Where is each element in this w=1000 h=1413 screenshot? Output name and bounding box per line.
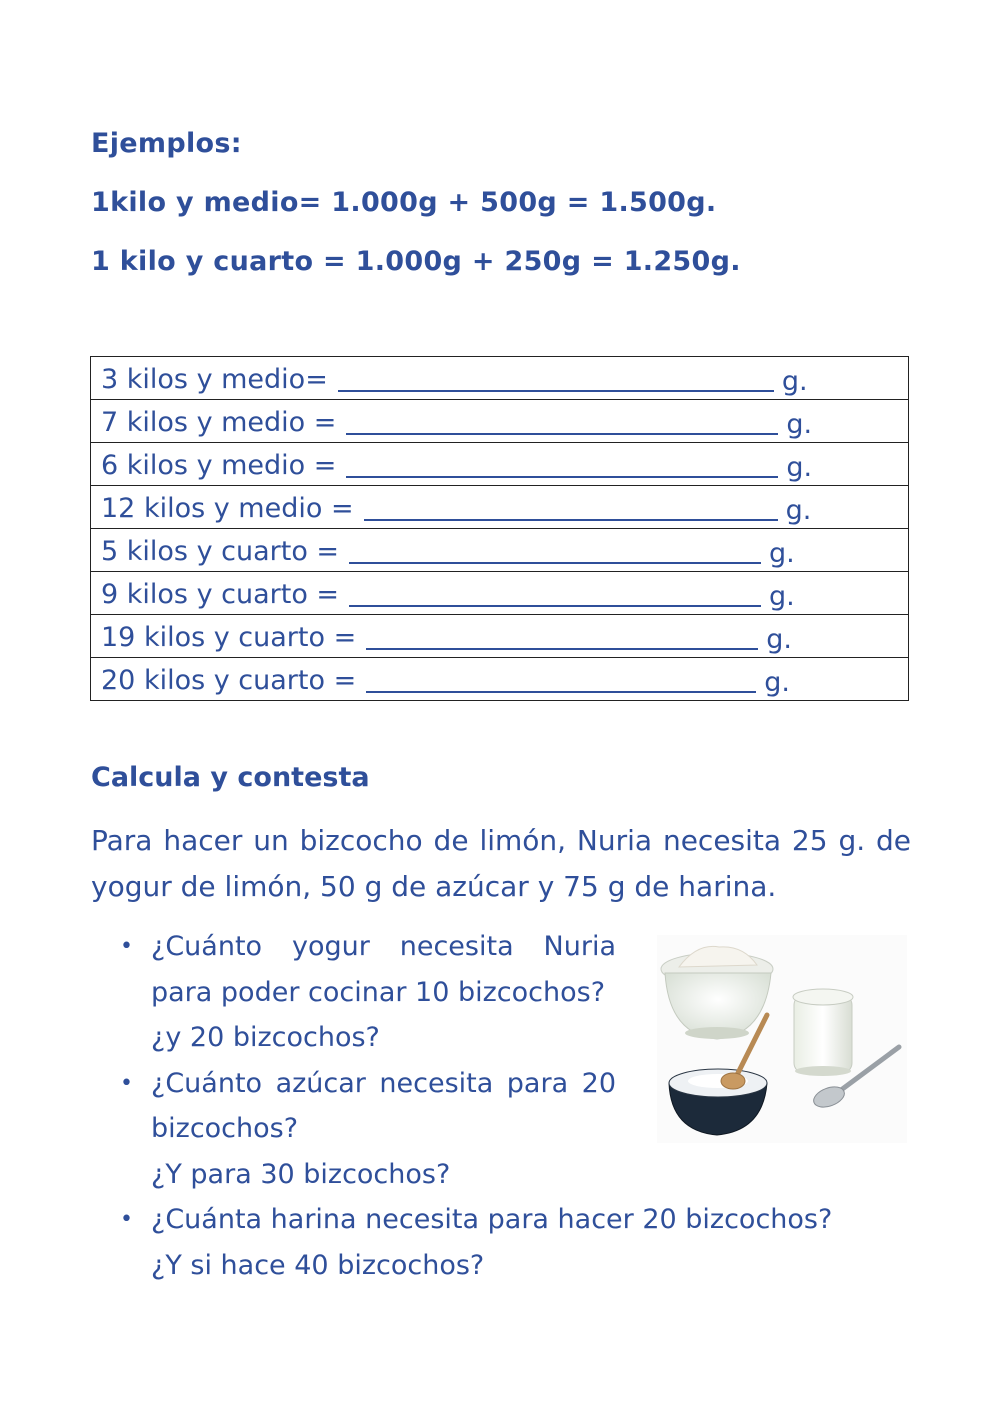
unit-label: g.	[766, 624, 792, 655]
question-text: ¿Cuánto azúcar necesita para 20 bizcochos?	[151, 1067, 616, 1144]
table-row	[91, 615, 909, 658]
answer-blank[interactable]	[364, 518, 778, 521]
sugar-bowl-icon	[669, 1069, 767, 1135]
examples-heading: Ejemplos:	[91, 128, 242, 159]
problem-intro: Para hacer un bizcocho de limón, Nuria necesita 25 g. de yogur de limón, 50 g de azúcar y 75 g de harina.	[91, 824, 911, 903]
row-label: 6 kilos y medio =	[101, 450, 337, 481]
yogurt-jar-icon	[793, 989, 853, 1076]
question-text: ¿Cuánta harina necesita para hacer 20 bizcochos?	[151, 1204, 833, 1235]
example-line: 1kilo y medio= 1.000g + 500g = 1.500g.	[91, 187, 717, 218]
unit-label: g.	[764, 667, 790, 698]
bullet-icon: •	[120, 934, 133, 959]
question-followup: ¿y 20 bizcochos?	[151, 1022, 380, 1053]
table-row	[91, 400, 909, 443]
row-label: 20 kilos y cuarto =	[101, 665, 357, 696]
row-label: 19 kilos y cuarto =	[101, 622, 357, 653]
row-label: 12 kilos y medio =	[101, 493, 354, 524]
unit-label: g.	[769, 538, 795, 569]
table-row	[91, 357, 909, 400]
answer-blank[interactable]	[349, 604, 761, 607]
ingredients-illustration	[657, 935, 907, 1143]
row-label: 9 kilos y cuarto =	[101, 579, 340, 610]
bullet-icon: •	[120, 1070, 133, 1096]
question-followup: ¿Y para 30 bizcochos?	[151, 1158, 451, 1190]
question-followup: ¿Y si hace 40 bizcochos?	[151, 1249, 485, 1281]
row-label: 7 kilos y medio =	[101, 407, 337, 438]
answer-blank[interactable]	[349, 561, 761, 564]
flour-bowl-icon	[661, 946, 773, 1039]
unit-label: g.	[769, 581, 795, 612]
table-row	[91, 658, 909, 701]
list-item	[120, 1197, 880, 1288]
table-row	[91, 486, 909, 529]
answer-blank[interactable]	[338, 389, 774, 392]
example-line: 1 kilo y cuarto = 1.000g + 250g = 1.250g.	[91, 246, 741, 277]
row-label: 5 kilos y cuarto =	[101, 536, 340, 567]
conversion-table	[90, 356, 909, 701]
bullet-icon: •	[120, 1207, 133, 1232]
table-row	[91, 529, 909, 572]
ingredients-image	[657, 935, 907, 1143]
examples-block	[91, 122, 741, 299]
unit-label: g.	[786, 409, 813, 440]
table-row	[91, 443, 909, 486]
table-row	[91, 572, 909, 615]
answer-blank[interactable]	[366, 690, 756, 693]
row-label: 3 kilos y medio=	[101, 364, 328, 395]
unit-label: g.	[781, 366, 808, 397]
answer-blank[interactable]	[366, 647, 758, 650]
section-title: Calcula y contesta	[91, 762, 370, 793]
question-text: ¿Cuánto yogur necesita Nuria para poder cocinar 10 bizcochos?	[151, 931, 616, 1008]
unit-label: g.	[785, 495, 812, 526]
answer-blank[interactable]	[346, 475, 778, 478]
answer-blank[interactable]	[346, 432, 778, 435]
unit-label: g.	[786, 452, 813, 483]
